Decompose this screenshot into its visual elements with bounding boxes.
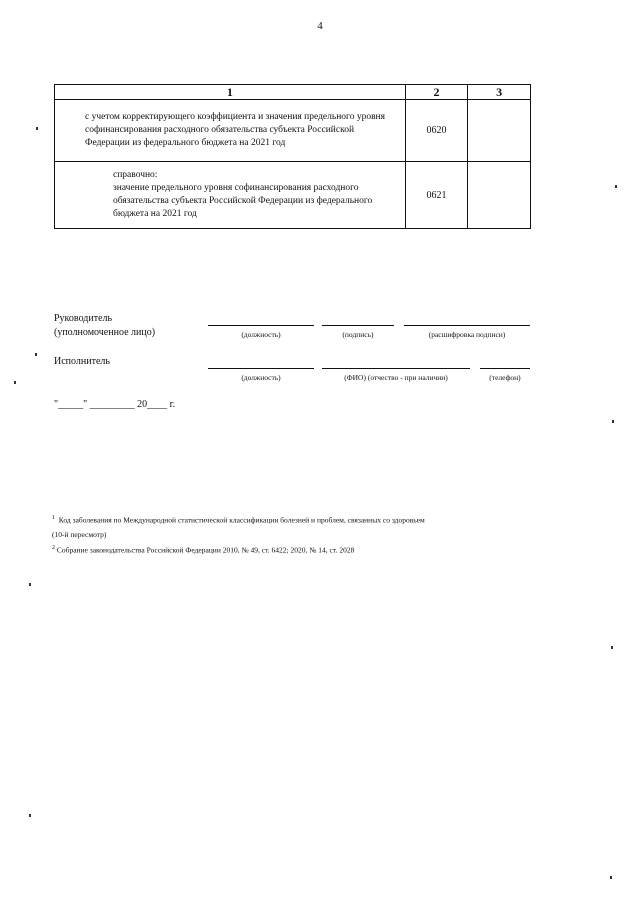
head-sublabel: (уполномоченное лицо) — [54, 327, 156, 338]
footnote-text: Собрание законодательства Российской Федерации 2010, № 49, ст. 6422; 2020, № 14, ст. 2028 — [56, 545, 355, 555]
row-value-cell — [468, 100, 531, 162]
row-code: 0621 — [405, 162, 468, 229]
head-name-line — [404, 325, 530, 326]
footnote-text: Код заболевания по Международной статистической классификации болезней и проблем, связанных со здоровьем — [58, 515, 425, 525]
footnote-text: (10-й пересмотр) — [52, 530, 107, 539]
executor-position-line — [208, 368, 314, 369]
table-row — [55, 162, 531, 229]
scan-speck — [14, 381, 16, 384]
scan-speck — [612, 420, 614, 423]
executor-label: Исполнитель — [54, 356, 110, 367]
head-label: Руководитель — [54, 313, 113, 324]
page-number: 4 — [317, 20, 323, 32]
table-row — [55, 100, 531, 162]
row-description — [55, 162, 406, 229]
row-code: 0620 — [405, 100, 468, 162]
executor-phone-line — [480, 368, 530, 369]
row-value-cell — [468, 162, 531, 229]
executor-name-caption: (ФИО) (отчество - при наличии) — [344, 373, 448, 382]
data-table — [54, 84, 531, 229]
head-signature-caption: (подпись) — [342, 330, 374, 339]
executor-name-line — [322, 368, 470, 369]
head-position-line — [208, 325, 314, 326]
footnote-1 — [52, 515, 425, 525]
head-position-caption: (должность) — [241, 330, 281, 339]
column-header-3: 3 — [468, 85, 531, 100]
footnote-mark: 2 — [52, 545, 55, 551]
scan-speck — [610, 876, 612, 879]
row-text: значение предельного уровня софинансирования расходного обязательства субъекта Российской Федерации из федерального бюджета на 2021 год — [113, 183, 373, 219]
column-header-1: 1 — [55, 85, 406, 100]
scan-speck — [35, 353, 37, 356]
executor-position-caption: (должность) — [241, 373, 281, 382]
scan-speck — [29, 814, 31, 817]
row-description: с учетом корректирующего коэффициента и значения предельного уровня софинансирования расходного обязательства субъекта Российской Федерации из федерального бюджета на 2021 год — [55, 100, 406, 162]
scan-speck — [615, 185, 617, 188]
column-header-2: 2 — [405, 85, 468, 100]
head-name-caption: (расшифровка подписи) — [428, 330, 506, 339]
scan-speck — [29, 583, 31, 586]
table-header-row — [55, 85, 531, 100]
row-label: справочно: — [113, 170, 158, 180]
footnote-mark: 1 — [52, 515, 55, 521]
footnote-2 — [52, 545, 354, 555]
date-line: "_____" _________ 20____ г. — [54, 399, 176, 410]
head-signature-line — [322, 325, 394, 326]
scan-speck — [611, 646, 613, 649]
footnote-1-continued — [52, 530, 106, 539]
executor-phone-caption: (телефон) — [489, 373, 521, 382]
scan-speck — [36, 127, 38, 130]
